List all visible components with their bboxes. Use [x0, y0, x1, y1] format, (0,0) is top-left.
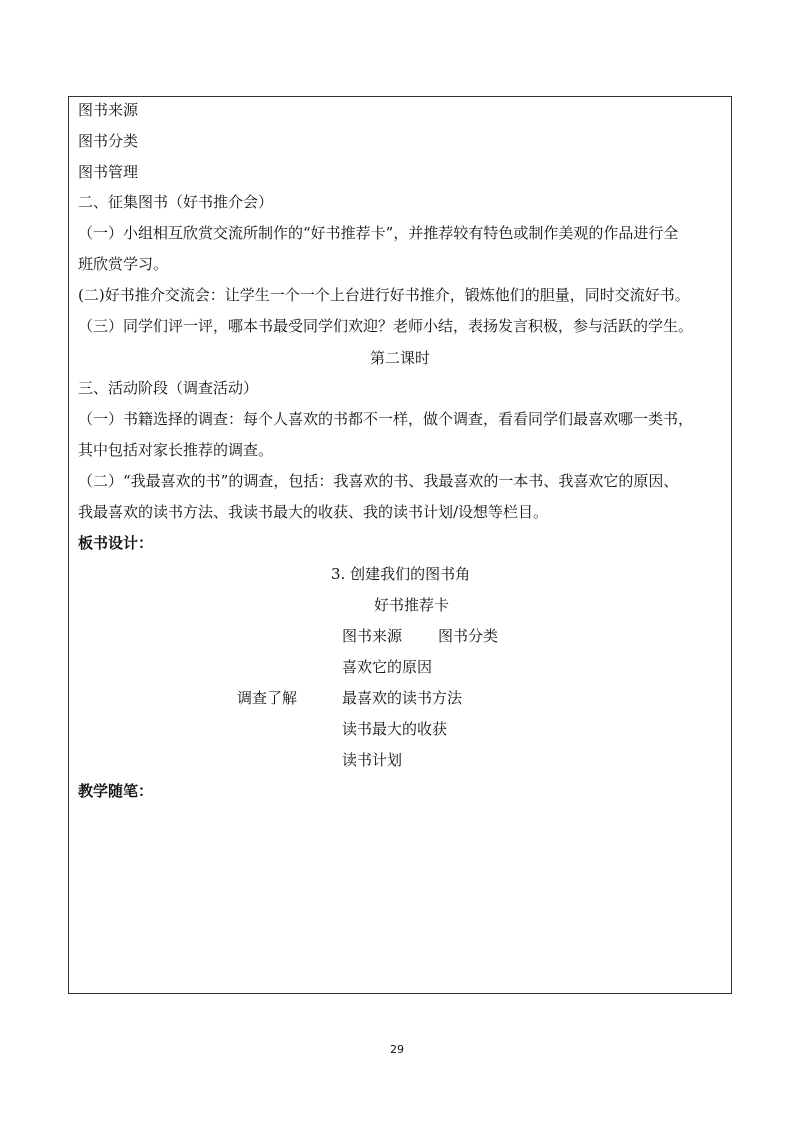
- board-design-heading: 板书设计：: [78, 534, 154, 552]
- board-title: 3. 创建我们的图书角: [331, 565, 471, 583]
- text-line: （三）同学们评一评，哪本书最受同学们欢迎？老师小结，表扬发言积极，参与活跃的学生。: [78, 317, 694, 335]
- page-number: 29: [390, 1043, 404, 1056]
- text-line: （二）“我最喜欢的书”的调查，包括：我喜欢的书、我最喜欢的一本书、我喜欢它的原因、: [78, 472, 679, 490]
- board-plan: 读书计划: [342, 751, 403, 769]
- board-gain: 读书最大的收获: [342, 720, 448, 738]
- text-line: 图书分类: [78, 132, 139, 150]
- text-line: （一）书籍选择的调查：每个人喜欢的书都不一样，做个调查，看看同学们最喜欢哪一类书，: [78, 410, 694, 428]
- text-line: （一）小组相互欣赏交流所制作的“好书推荐卡”，并推荐较有特色或制作美观的作品进行全: [78, 224, 679, 242]
- lesson-heading: 第二课时: [369, 349, 430, 367]
- text-line: 图书管理: [78, 163, 139, 181]
- text-line: (二)好书推介交流会：让学生一个一个上台进行好书推介，锻炼他们的胆量，同时交流好书。: [78, 286, 690, 304]
- teaching-notes-heading: 教学随笔：: [78, 782, 154, 800]
- board-survey: 调查了解: [237, 689, 298, 707]
- section-heading: 三、活动阶段（调查活动）: [78, 379, 259, 397]
- section-heading: 二、征集图书（好书推介会）: [78, 193, 274, 211]
- lesson-plan-box: [68, 96, 732, 994]
- text-line: 其中包括对家长推荐的调查。: [78, 441, 274, 459]
- board-source: 图书来源: [342, 627, 403, 645]
- text-line: 图书来源: [78, 101, 139, 119]
- board-method: 最喜欢的读书方法: [342, 689, 463, 707]
- text-line: 我最喜欢的读书方法、我读书最大的收获、我的读书计划/设想等栏目。: [78, 503, 549, 521]
- board-reason: 喜欢它的原因: [342, 658, 433, 676]
- board-card: 好书推荐卡: [374, 596, 450, 614]
- board-category: 图书分类: [438, 627, 499, 645]
- text-line: 班欣赏学习。: [78, 255, 169, 273]
